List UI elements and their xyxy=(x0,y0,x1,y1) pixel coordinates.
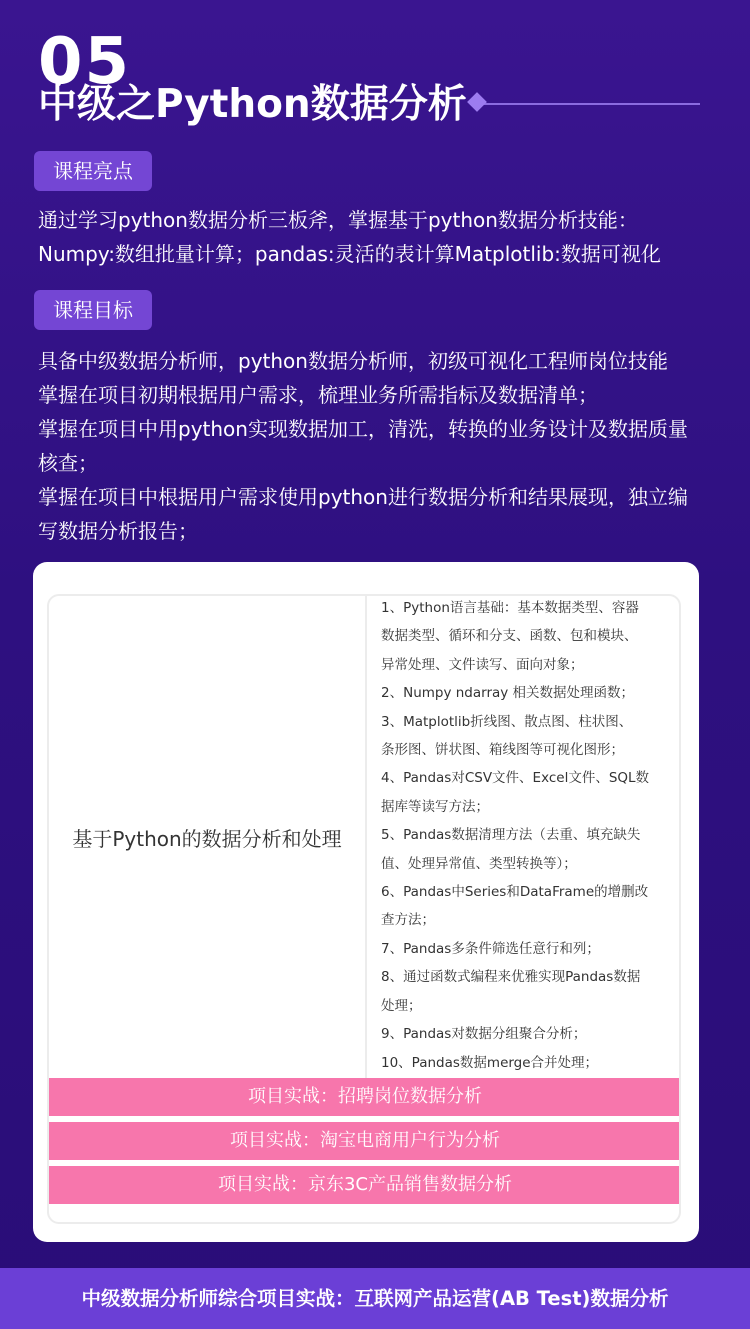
topic-line: 9、Pandas对数据分组聚合分析； xyxy=(381,1026,587,1043)
module-name-cell xyxy=(49,596,367,1078)
topic-line: 3、Matplotlib折线图、散点图、柱状图、 xyxy=(381,713,633,730)
goals-line: 具备中级数据分析师，python数据分析师，初级可视化工程师岗位技能 xyxy=(38,349,668,373)
highlights-tag: 课程亮点 xyxy=(34,151,152,191)
topic-line: 1、Python语言基础：基本数据类型、容器 xyxy=(381,600,639,616)
goals-tag: 课程目标 xyxy=(34,290,152,330)
topic-line: 查方法； xyxy=(381,912,435,929)
highlights-line: Numpy:数组批量计算；pandas:灵活的表计算Matplotlib:数据可视化 xyxy=(38,242,661,266)
topic-line: 8、通过函数式编程来优雅实现Pandas数据 xyxy=(381,969,641,986)
page-title: 中级之Python数据分析 xyxy=(38,82,467,127)
topic-line: 5、Pandas数据清理方法（去重、填充缺失 xyxy=(381,827,641,844)
highlights-text xyxy=(38,203,718,271)
topic-line: 异常处理、文件读写、面向对象； xyxy=(381,656,584,673)
title-divider xyxy=(470,103,700,105)
goals-line: 掌握在项目中根据用户需求使用python进行数据分析和结果展现，独立编 xyxy=(38,485,688,509)
module-name: 基于Python的数据分析和处理 xyxy=(72,826,342,851)
goals-text xyxy=(38,344,718,548)
curriculum-table xyxy=(47,594,681,1224)
topic-line: 10、Pandas数据merge合并处理； xyxy=(381,1054,599,1071)
topic-line: 4、Pandas对CSV文件、Excel文件、SQL数 xyxy=(381,770,650,787)
module-topics-cell xyxy=(381,594,677,1077)
topic-line: 条形图、饼状图、箱线图等可视化图形； xyxy=(381,742,624,759)
project-bar-recruitment: 项目实战：招聘岗位数据分析 xyxy=(49,1078,681,1116)
goals-line: 掌握在项目初期根据用户需求，梳理业务所需指标及数据清单； xyxy=(38,383,598,407)
section-number: 05 xyxy=(38,25,132,99)
topic-line: 值、处理异常值、类型转换等）； xyxy=(381,855,577,872)
curriculum-card xyxy=(33,562,699,1242)
goals-line: 核查； xyxy=(38,451,98,475)
topic-line: 数据类型、循环和分支、函数、包和模块、 xyxy=(381,628,638,645)
project-bar-jd: 项目实战：京东3C产品销售数据分析 xyxy=(49,1166,681,1204)
topic-line: 6、Pandas中Series和DataFrame的增删改 xyxy=(381,884,649,901)
footer-banner: 中级数据分析师综合项目实战：互联网产品运营(AB Test)数据分析 xyxy=(0,1268,750,1329)
topic-line: 处理； xyxy=(381,997,422,1014)
topic-line: 据库等读写方法； xyxy=(381,798,489,815)
topic-line: 7、Pandas多条件筛选任意行和列； xyxy=(381,940,600,957)
diamond-icon xyxy=(467,92,487,112)
goals-line: 写数据分析报告； xyxy=(38,519,198,543)
highlights-line: 通过学习python数据分析三板斧，掌握基于python数据分析技能： xyxy=(38,208,638,232)
topic-line: 2、Numpy ndarray 相关数据处理函数； xyxy=(381,685,635,702)
goals-line: 掌握在项目中用python实现数据加工，清洗，转换的业务设计及数据质量 xyxy=(38,417,688,441)
project-bar-taobao: 项目实战：淘宝电商用户行为分析 xyxy=(49,1122,681,1160)
